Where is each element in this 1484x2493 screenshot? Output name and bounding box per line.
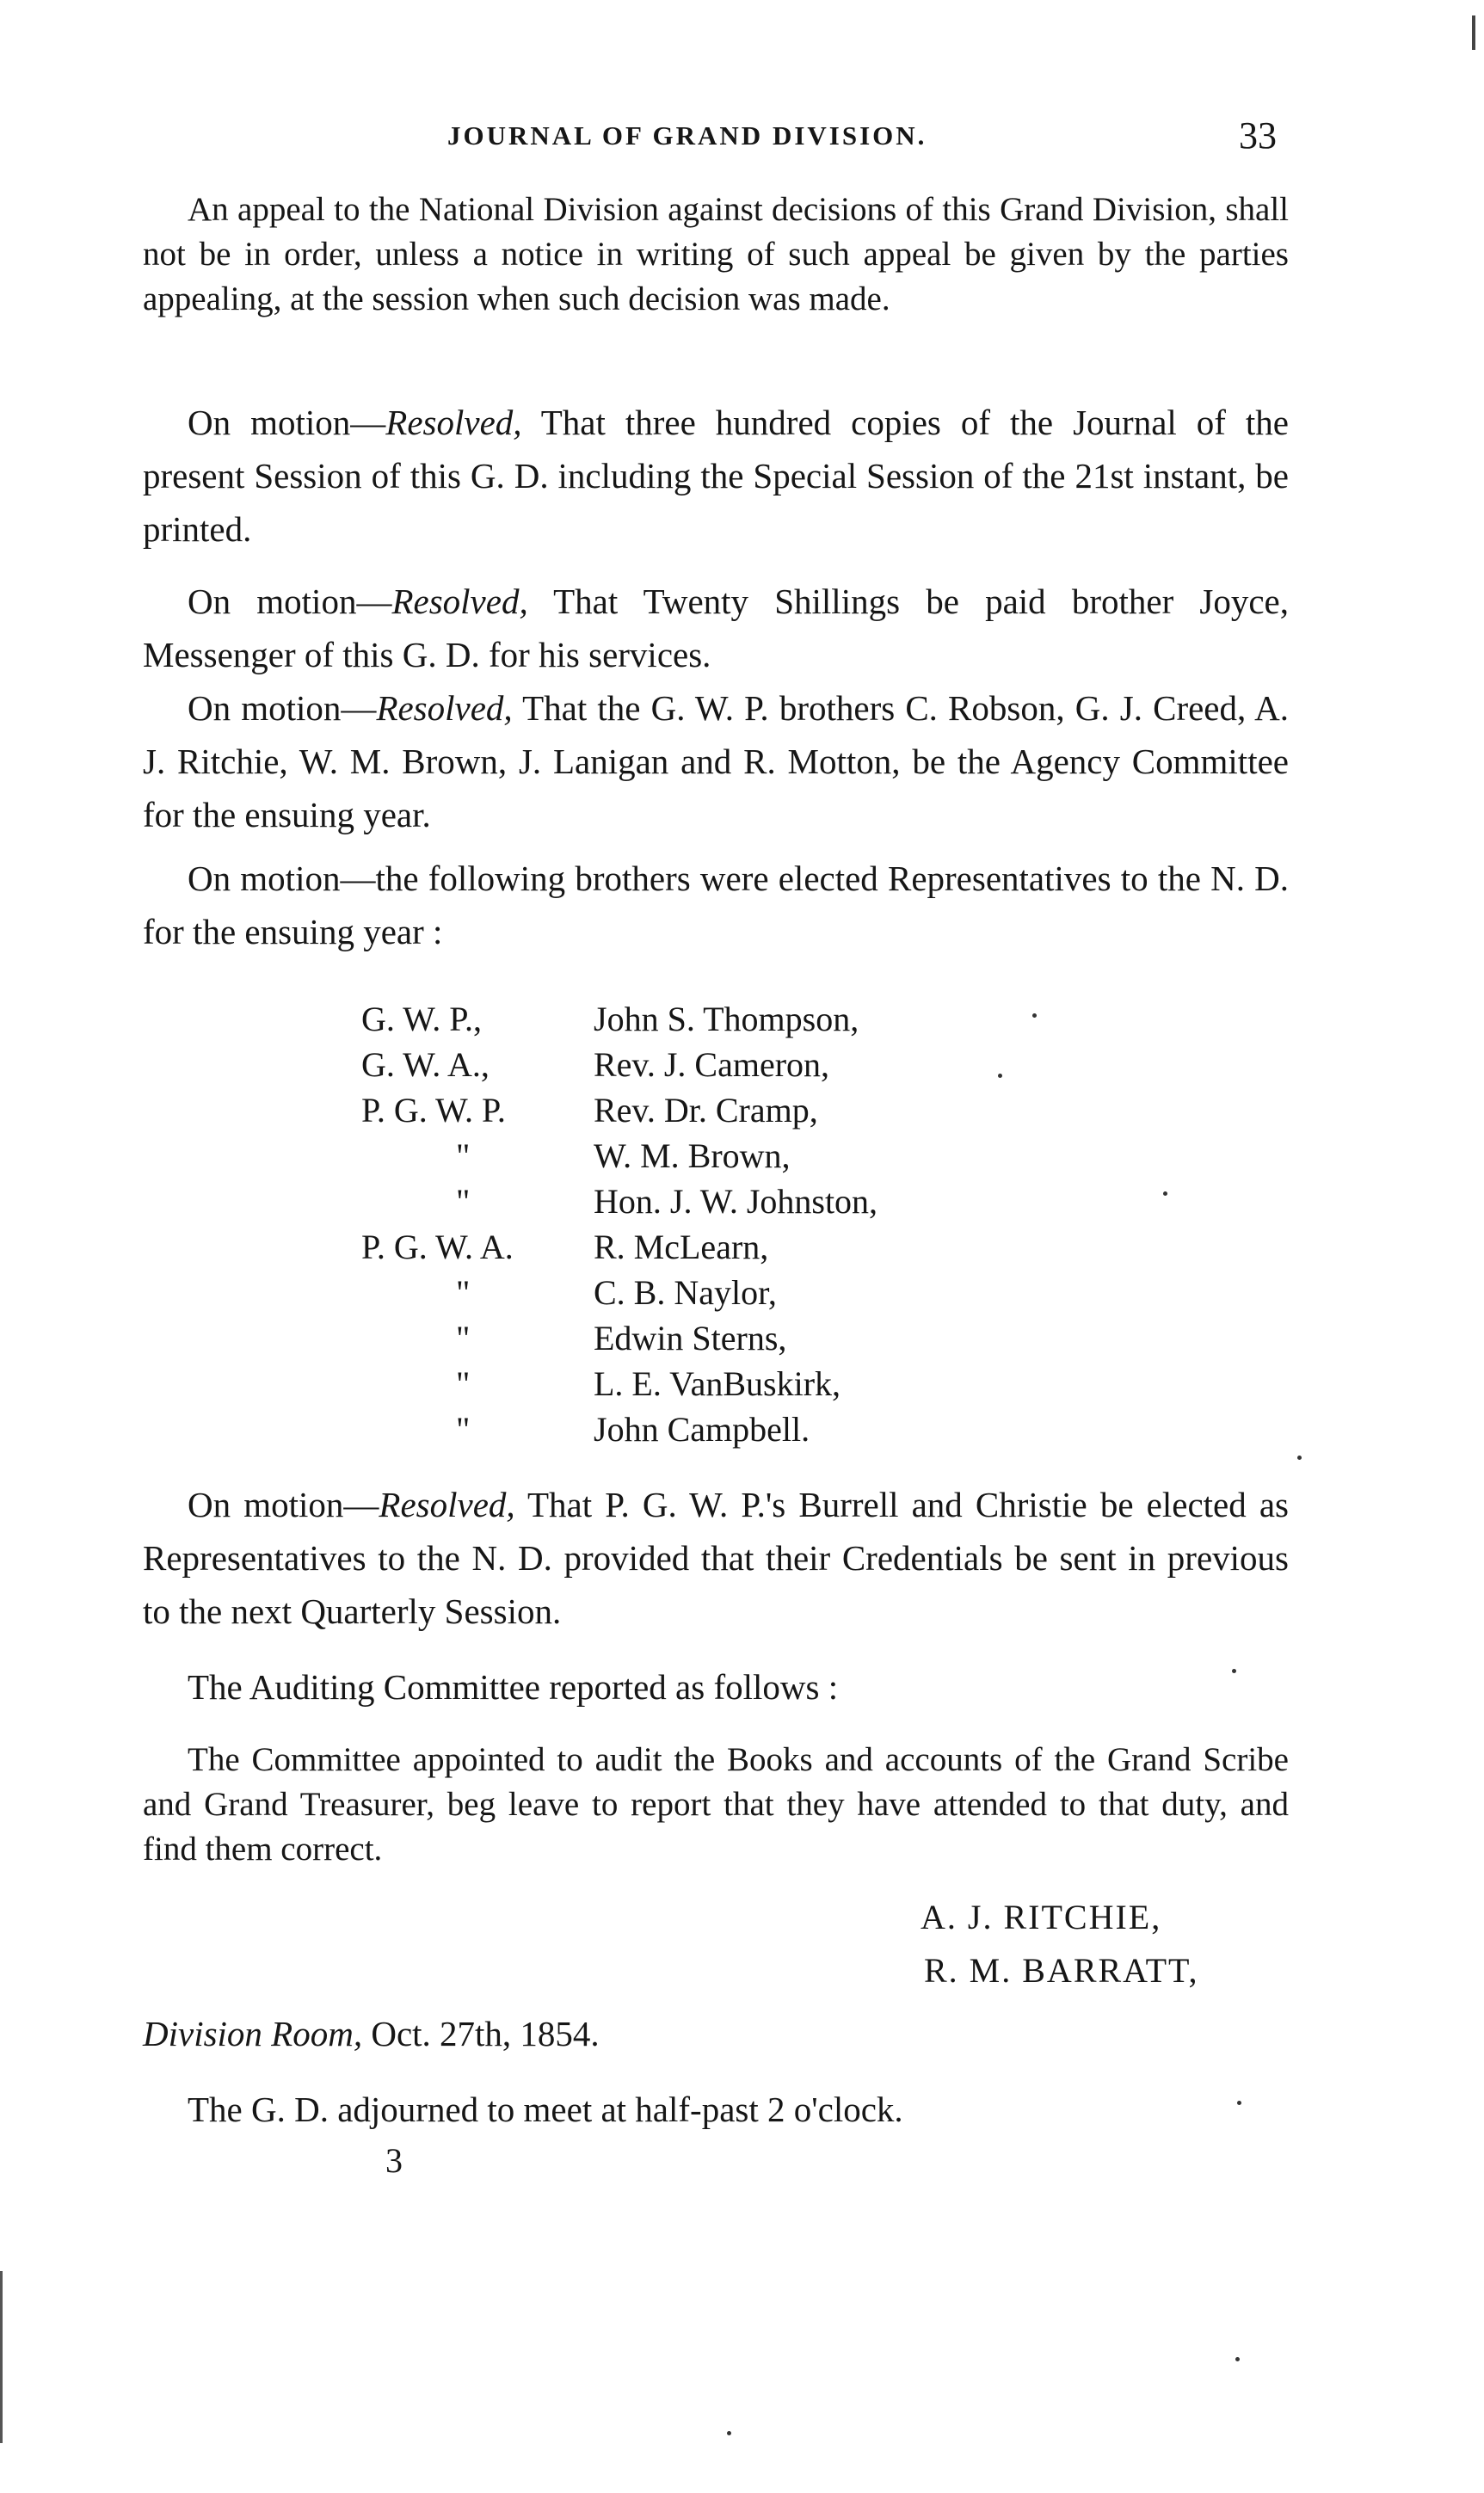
representative-row bbox=[361, 1224, 1136, 1270]
running-head: JOURNAL OF GRAND DIVISION. bbox=[447, 120, 927, 151]
motion-lead: On motion— bbox=[188, 1485, 379, 1524]
paragraph-shillings bbox=[143, 575, 1289, 681]
ditto-mark: " bbox=[456, 1364, 471, 1403]
motion-text: That three hundred copies of the Journal of the present Session of this G. D. including the Special Session of the 21st instant, be printed. bbox=[143, 403, 1289, 549]
motion-text: That the G. W. P. brothers C. Robson, G. J. Creed, A. J. Ritchie, W. M. Brown, J. Lanigan and R. Motton, be the Agency Committee for the ensuing year. bbox=[143, 688, 1289, 834]
representative-row bbox=[361, 1315, 1136, 1361]
paragraph-agency bbox=[143, 681, 1289, 841]
dateline bbox=[143, 2013, 600, 2054]
representative-title: P. G. W. A. bbox=[361, 1228, 514, 1266]
scan-speck bbox=[1232, 1669, 1236, 1673]
representative-title: P. G. W. P. bbox=[361, 1091, 506, 1130]
representative-name: Rev. Dr. Cramp, bbox=[594, 1091, 818, 1130]
representative-row bbox=[361, 1407, 1136, 1452]
motion-lead: On motion— bbox=[188, 582, 392, 621]
signature-barratt: R. M. BARRATT, bbox=[924, 1951, 1199, 1990]
representative-name: W. M. Brown, bbox=[594, 1136, 791, 1175]
motion-text: That P. G. W. P.'s Burrell and Christie be elected as Representatives to the N. D. provided that their Credentials be sent in previous to the next Quarterly Session. bbox=[143, 1485, 1289, 1631]
paragraph-elected: On motion—the following brothers were elected Representatives to the N. D. for the ensuing year : bbox=[143, 859, 1289, 951]
ditto-mark: " bbox=[456, 1319, 471, 1357]
representative-name: John S. Thompson, bbox=[594, 1000, 859, 1038]
paragraph-auditing-report: The Committee appointed to audit the Books and accounts of the Grand Scribe and Grand Treasurer, beg leave to report that they have attended to that duty, and find them correct. bbox=[143, 1741, 1289, 1868]
page-number: 33 bbox=[1239, 114, 1277, 157]
page-header bbox=[0, 114, 1484, 172]
ditto-mark: " bbox=[456, 1136, 471, 1175]
motion-lead: On motion— bbox=[188, 688, 377, 728]
paragraph-burrell bbox=[143, 1478, 1289, 1638]
dateline-place: Division Room, bbox=[143, 2014, 363, 2053]
motion-lead: On motion— bbox=[188, 403, 386, 442]
ditto-mark: " bbox=[456, 1410, 471, 1449]
scan-edge-mark bbox=[1472, 15, 1475, 50]
scan-speck bbox=[998, 1074, 1002, 1078]
scan-speck bbox=[1235, 2357, 1240, 2361]
scan-speck bbox=[1297, 1456, 1302, 1460]
paragraph-appeal: An appeal to the National Division against decisions of this Grand Division, shall not be in order, unless a notice in writing of such appeal be given by the parties appealing, at the session when such decision was made. bbox=[143, 191, 1289, 317]
paragraph-copies bbox=[143, 396, 1289, 556]
representative-title: G. W. P., bbox=[361, 1000, 483, 1038]
representative-row bbox=[361, 1179, 1136, 1224]
representative-name: C. B. Naylor, bbox=[594, 1273, 777, 1312]
signature-block bbox=[921, 1891, 1199, 1997]
representative-name: Hon. J. W. Johnston, bbox=[594, 1182, 878, 1221]
resolved-word: Resolved, bbox=[391, 582, 528, 621]
ditto-mark: " bbox=[456, 1273, 471, 1312]
representative-row bbox=[361, 1133, 1136, 1179]
scan-speck bbox=[727, 2431, 731, 2435]
representative-row bbox=[361, 1270, 1136, 1315]
dateline-date: Oct. 27th, 1854. bbox=[362, 2014, 600, 2053]
representative-name: Edwin Sterns, bbox=[594, 1319, 787, 1357]
representative-row bbox=[361, 996, 1136, 1042]
signature-ritchie: A. J. RITCHIE, bbox=[921, 1898, 1162, 1936]
representative-name: R. McLearn, bbox=[594, 1228, 769, 1266]
closing-line: The G. D. adjourned to meet at half-past 2 o'clock. bbox=[188, 2090, 903, 2129]
resolved-word: Resolved, bbox=[376, 688, 513, 728]
representative-row bbox=[361, 1361, 1136, 1407]
representatives-list bbox=[361, 996, 1136, 1452]
resolved-word: Resolved, bbox=[385, 403, 522, 442]
ditto-mark: " bbox=[456, 1182, 471, 1221]
scan-speck bbox=[1032, 1013, 1037, 1018]
scan-speck bbox=[1163, 1191, 1167, 1196]
resolved-word: Resolved, bbox=[379, 1485, 515, 1524]
representative-name: Rev. J. Cameron, bbox=[594, 1045, 830, 1084]
scan-speck bbox=[1237, 2101, 1241, 2105]
motion-text: That Twenty Shillings be paid brother Joyce, Messenger of this G. D. for his services. bbox=[143, 582, 1289, 674]
representative-title: G. W. A., bbox=[361, 1045, 490, 1084]
paragraph-auditing-intro: The Auditing Committee reported as follows : bbox=[188, 1667, 839, 1707]
representative-row bbox=[361, 1042, 1136, 1087]
representative-name: L. E. VanBuskirk, bbox=[594, 1364, 841, 1403]
representative-row bbox=[361, 1087, 1136, 1133]
sheet-signature: 3 bbox=[385, 2141, 403, 2180]
scan-edge-line bbox=[0, 2271, 3, 2443]
representative-name: John Campbell. bbox=[594, 1410, 810, 1449]
